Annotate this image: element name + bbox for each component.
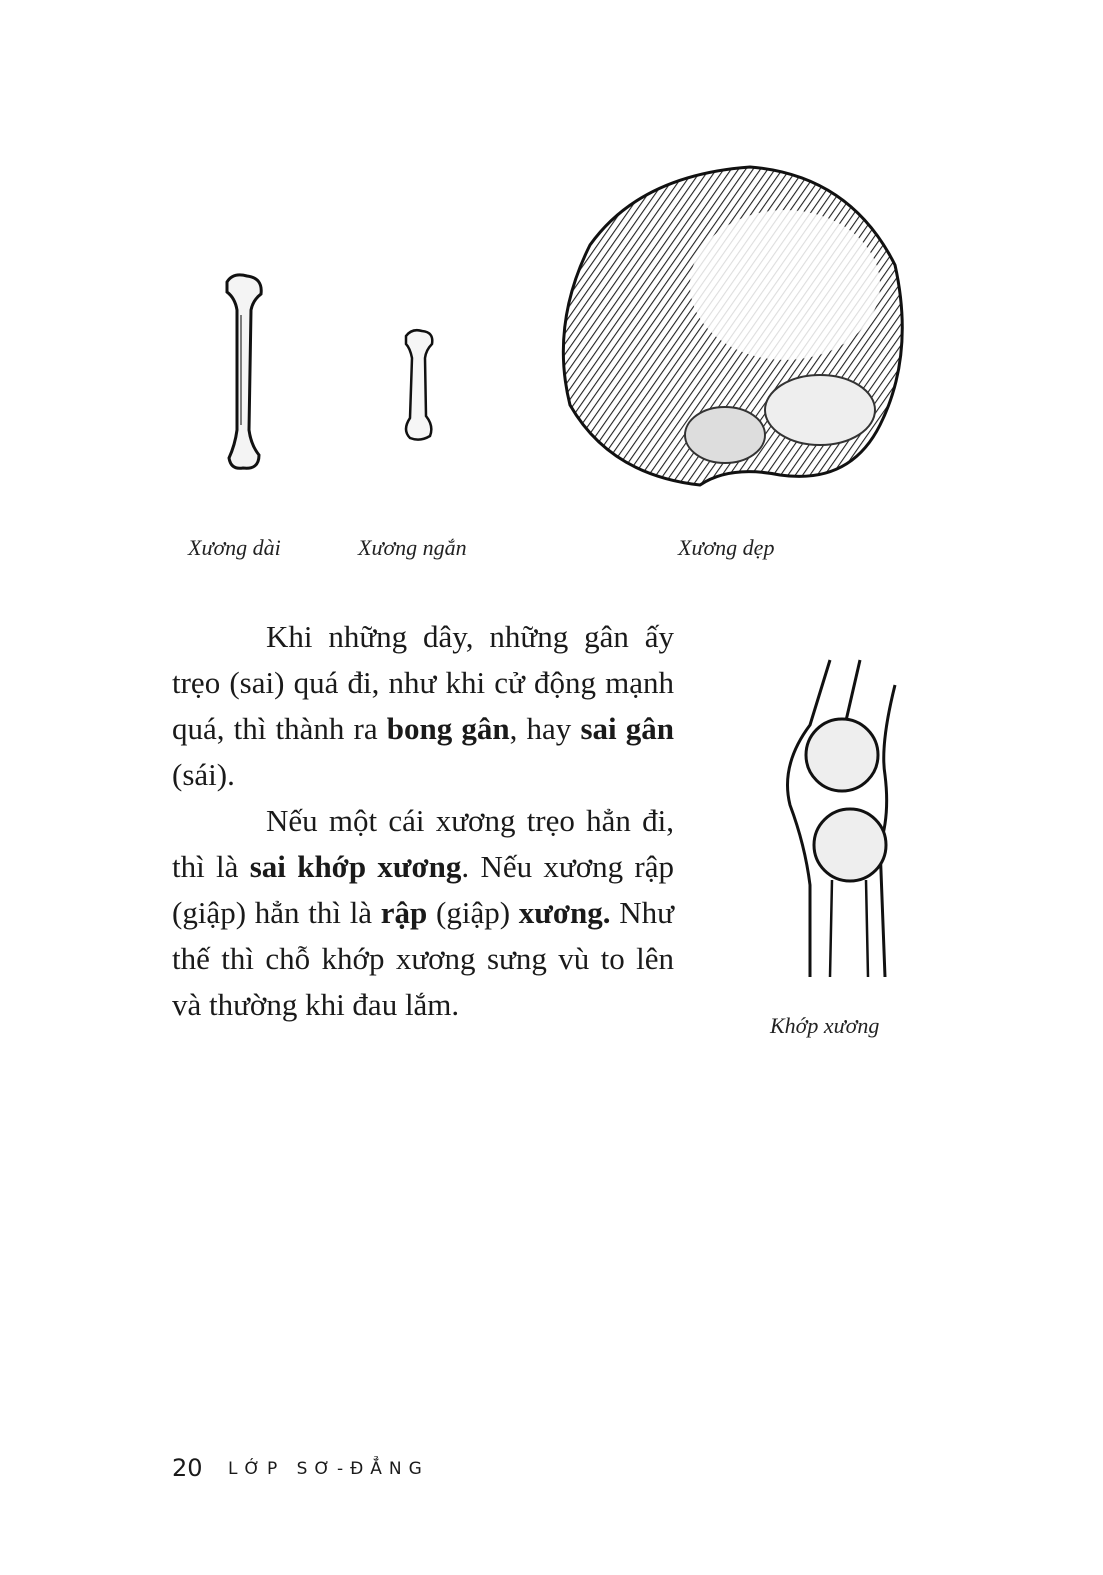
figure-caption-long-bone: Xương dài (188, 535, 281, 560)
joint-illustration (770, 655, 910, 985)
text-run: , hay (509, 711, 581, 746)
running-title: LỚP SƠ-ĐẲNG (228, 1459, 429, 1479)
figure-caption-short-bone: Xương ngắn (358, 535, 467, 560)
short-bone-illustration (398, 326, 442, 446)
text-run: . Nếu xương rập (giập) hẳn thì là (172, 849, 674, 930)
text-run: Như thế thì chỗ khớp xương sưng vù to lên và thường khi đau lắm. (172, 895, 674, 1022)
paragraph-2 (172, 798, 674, 1028)
page-number: 20 (172, 1454, 203, 1482)
text-run: Khi những dây, những gân ấy trẹo (sai) quá đi, như khi cử động mạnh quá, thì thành ra (172, 619, 674, 746)
text-run: (sái). (172, 757, 235, 792)
text-run: (giập) (427, 895, 519, 930)
text-run: Nếu một cái xương trẹo hẳn đi, thì là (172, 803, 674, 884)
figure-caption-joint: Khớp xương (770, 1013, 880, 1038)
bold-term: sai khớp xương (249, 849, 462, 884)
figure-caption-flat-bone: Xương dẹp (678, 535, 775, 560)
bold-term: xương. (518, 895, 611, 930)
bold-term: sai gân (580, 711, 674, 746)
bold-term: bong gân (386, 711, 510, 746)
flat-bone-illustration (550, 155, 910, 495)
paragraph-1 (172, 614, 674, 798)
long-bone-illustration (215, 270, 271, 475)
bold-term: rập (380, 895, 428, 930)
